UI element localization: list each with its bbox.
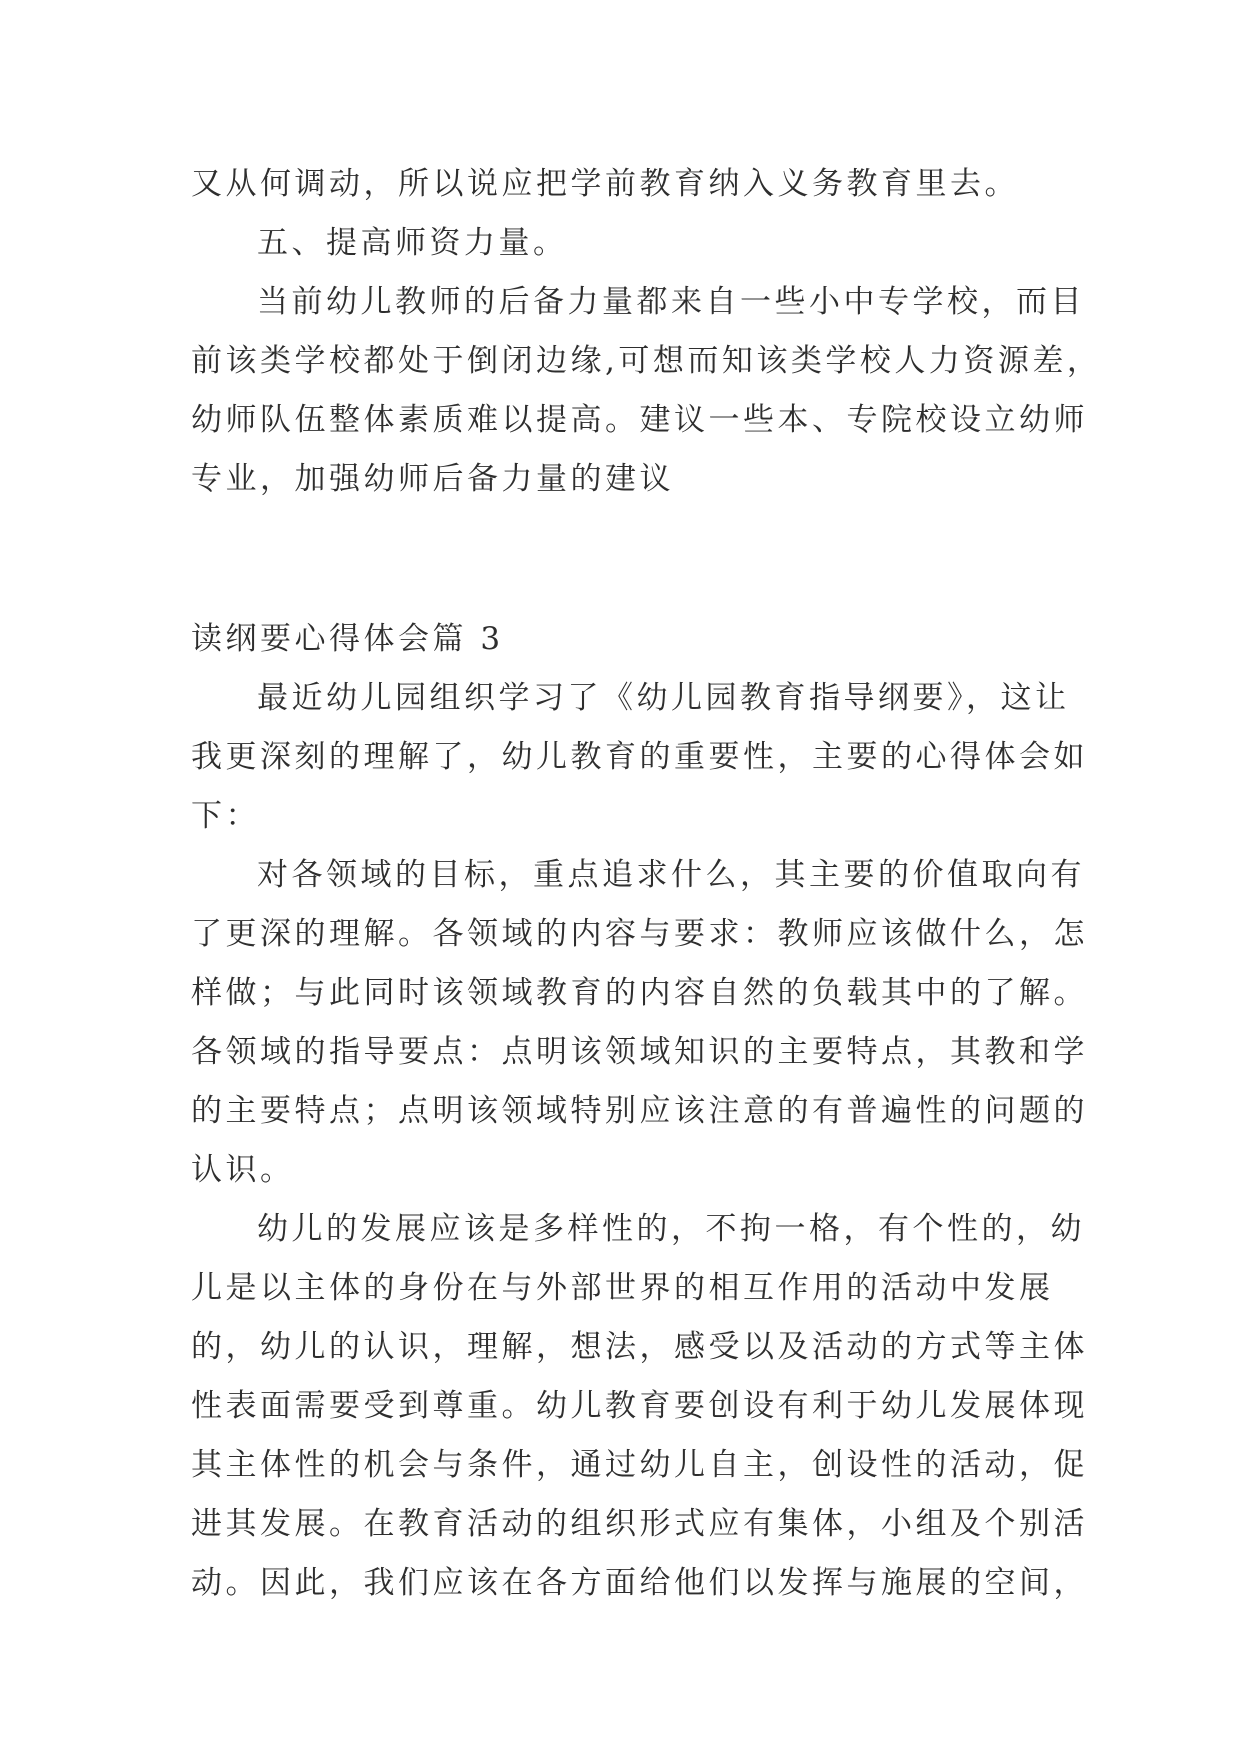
paragraph-line: 动。因此，我们应该在各方面给他们以发挥与施展的空间，	[191, 1565, 1088, 1601]
paragraph-line: 的，幼儿的认识，理解，想法，感受以及活动的方式等主体	[191, 1329, 1088, 1365]
paragraph-line: 幼儿的发展应该是多样性的，不拘一格，有个性的，幼	[257, 1211, 1085, 1247]
paragraph-line: 性表面需要受到尊重。幼儿教育要创设有利于幼儿发展体现	[191, 1388, 1088, 1424]
intro-paragraph	[191, 669, 1088, 846]
paragraph-line: 其主体性的机会与条件，通过幼儿自主，创设性的活动，促	[191, 1447, 1088, 1483]
paragraph-line: 各领域的指导要点：点明该领域知识的主要特点，其教和学	[191, 1034, 1088, 1070]
paragraph-line: 专业，加强幼师后备力量的建议	[191, 461, 674, 497]
paragraph-line: 下：	[191, 798, 260, 834]
paragraph-line: 的主要特点；点明该领域特别应该注意的有普遍性的问题的	[191, 1093, 1088, 1129]
paragraph-line: 进其发展。在教育活动的组织形式应有集体，小组及个别活	[191, 1506, 1088, 1542]
paragraph-line: 当前幼儿教师的后备力量都来自一些小中专学校，而目	[257, 284, 1085, 320]
continuation-line: 又从何调动，所以说应把学前教育纳入义务教育里去。	[191, 166, 1019, 202]
domains-paragraph	[191, 846, 1088, 1200]
paragraph-line: 我更深刻的理解了，幼儿教育的重要性，主要的心得体会如	[191, 739, 1088, 775]
paragraph-line: 认识。	[191, 1152, 295, 1188]
development-paragraph	[191, 1200, 1088, 1613]
point-five-paragraph	[191, 273, 1102, 509]
paragraph-line: 前该类学校都处于倒闭边缘,可想而知该类学校人力资源差，	[191, 343, 1102, 379]
paragraph-line: 儿是以主体的身份在与外部世界的相互作用的活动中发展	[191, 1270, 1054, 1306]
paragraph-line: 最近幼儿园组织学习了《幼儿园教育指导纲要》，这让	[257, 680, 1070, 716]
paragraph-line: 样做；与此同时该领域教育的内容自然的负载其中的了解。	[191, 975, 1088, 1011]
paragraph-line: 幼师队伍整体素质难以提高。建议一些本、专院校设立幼师	[191, 402, 1088, 438]
paragraph-line: 对各领域的目标，重点追求什么，其主要的价值取向有	[257, 857, 1085, 893]
section-heading: 读纲要心得体会篇 3	[191, 621, 504, 657]
section-spacer	[191, 509, 1076, 610]
paragraph-line: 了更深的理解。各领域的内容与要求：教师应该做什么，怎	[191, 916, 1088, 952]
point-five-title: 五、提高师资力量。	[257, 225, 568, 261]
document-body	[191, 155, 1102, 1613]
